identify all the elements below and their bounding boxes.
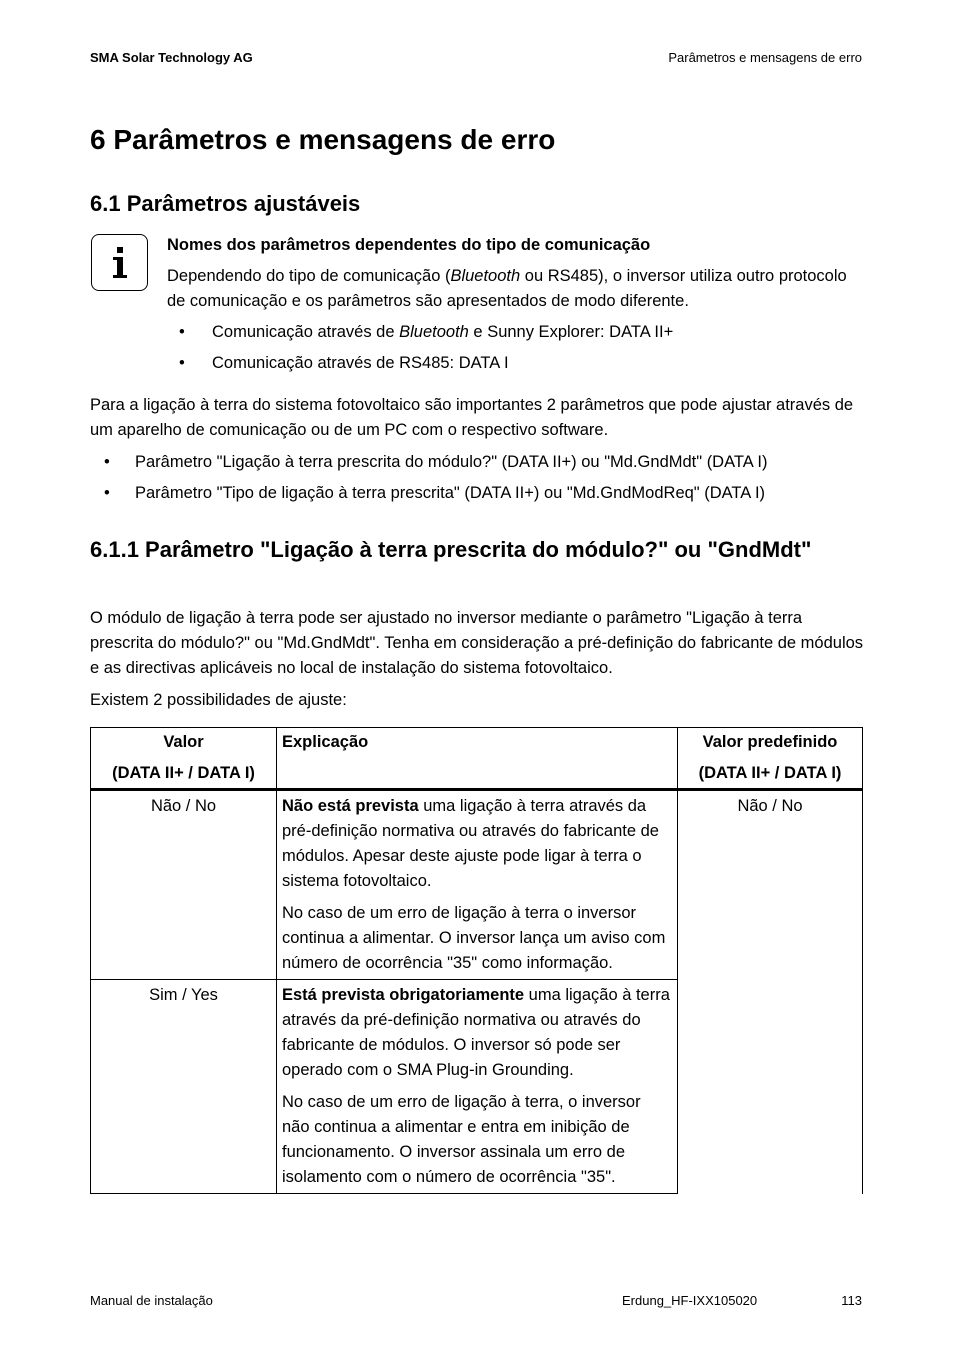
row-value: Sim / Yes [91,980,277,1194]
default-value: Não / No [678,790,863,1194]
intro-paragraph: Para a ligação à terra do sistema fotovoltaico são importantes 2 parâmetros que pode ajustar através de um aparelho de comunicação ou de um PC com o respectivo software. [90,396,854,439]
subsection-title: 6.1.1 Parâmetro "Ligação à terra prescrita do módulo?" ou "GndMdt" [90,537,812,562]
table-row [91,790,863,980]
info-icon-glyph [92,235,147,290]
sub-paragraph: O módulo de ligação à terra pode ser ajustado no inversor mediante o parâmetro "Ligação à terra prescrita do módulo?" ou "Md.GndMdt". Tenha em consideração a pré-definição do fabricante de módulos e as directivas aplicáveis no local de instalação do sistema fotovoltaico. [90,609,864,677]
list-item: • Comunicação através de Bluetooth e Sunny Explorer: DATA II+ [179,323,674,341]
list-item: • Comunicação através de RS485: DATA I [179,354,509,372]
header-explanation: Explicação [277,728,678,790]
param-list [90,450,865,512]
header-company: SMA Solar Technology AG [90,50,253,65]
header-default: Valor predefinido (DATA II+ / DATA I) [678,728,863,790]
footer-doc-id: Erdung_HF-IXX105020 [622,1293,758,1308]
info-box [167,233,867,382]
row-value: Não / No [91,790,277,980]
options-intro: Existem 2 possibilidades de ajuste: [90,691,347,709]
settings-table [90,727,863,1194]
footer-page-number: 113 [841,1293,862,1308]
info-icon [91,234,148,291]
chapter-title: 6 Parâmetros e mensagens de erro [90,124,556,155]
section-title: 6.1 Parâmetros ajustáveis [90,191,361,216]
header-value: Valor (DATA II+ / DATA I) [91,728,277,790]
row-explanation: Não está prevista uma ligação à terra através da pré-definição normativa ou através do fabricante de módulos. Apesar deste ajuste pode ligar à terra o sistema fotovoltaico. No caso de um erro de ligação à terra o inversor continua a alimentar. O inversor lança um aviso com número de ocorrência "35" como informação. [277,790,678,980]
header-section: Parâmetros e mensagens de erro [668,50,862,65]
info-title: Nomes dos parâmetros dependentes do tipo de comunicação [167,236,651,254]
list-item: • Parâmetro "Tipo de ligação à terra prescrita" (DATA II+) ou "Md.GndModReq" (DATA I) [104,484,766,502]
footer-manual: Manual de instalação [90,1293,213,1308]
row-explanation: Está prevista obrigatoriamente uma ligação à terra através da pré-definição normativa ou através do fabricante de módulos. O inversor só pode ser operado com o SMA Plug-in Grounding. No caso de um erro de ligação à terra, o inversor não continua a alimentar e entra em inibição de funcionamento. O inversor assinala um erro de isolamento com o número de ocorrência "35". [277,980,678,1194]
list-item: • Parâmetro "Ligação à terra prescrita do módulo?" (DATA II+) ou "Md.GndMdt" (DATA I) [104,453,768,471]
info-bullet-list [167,320,867,376]
info-text: Dependendo do tipo de comunicação (Bluetooth ou RS485), o inversor utiliza outro protocolo de comunicação e os parâmetros são apresentados de modo diferente. [167,267,847,310]
table-header-row [91,728,863,790]
